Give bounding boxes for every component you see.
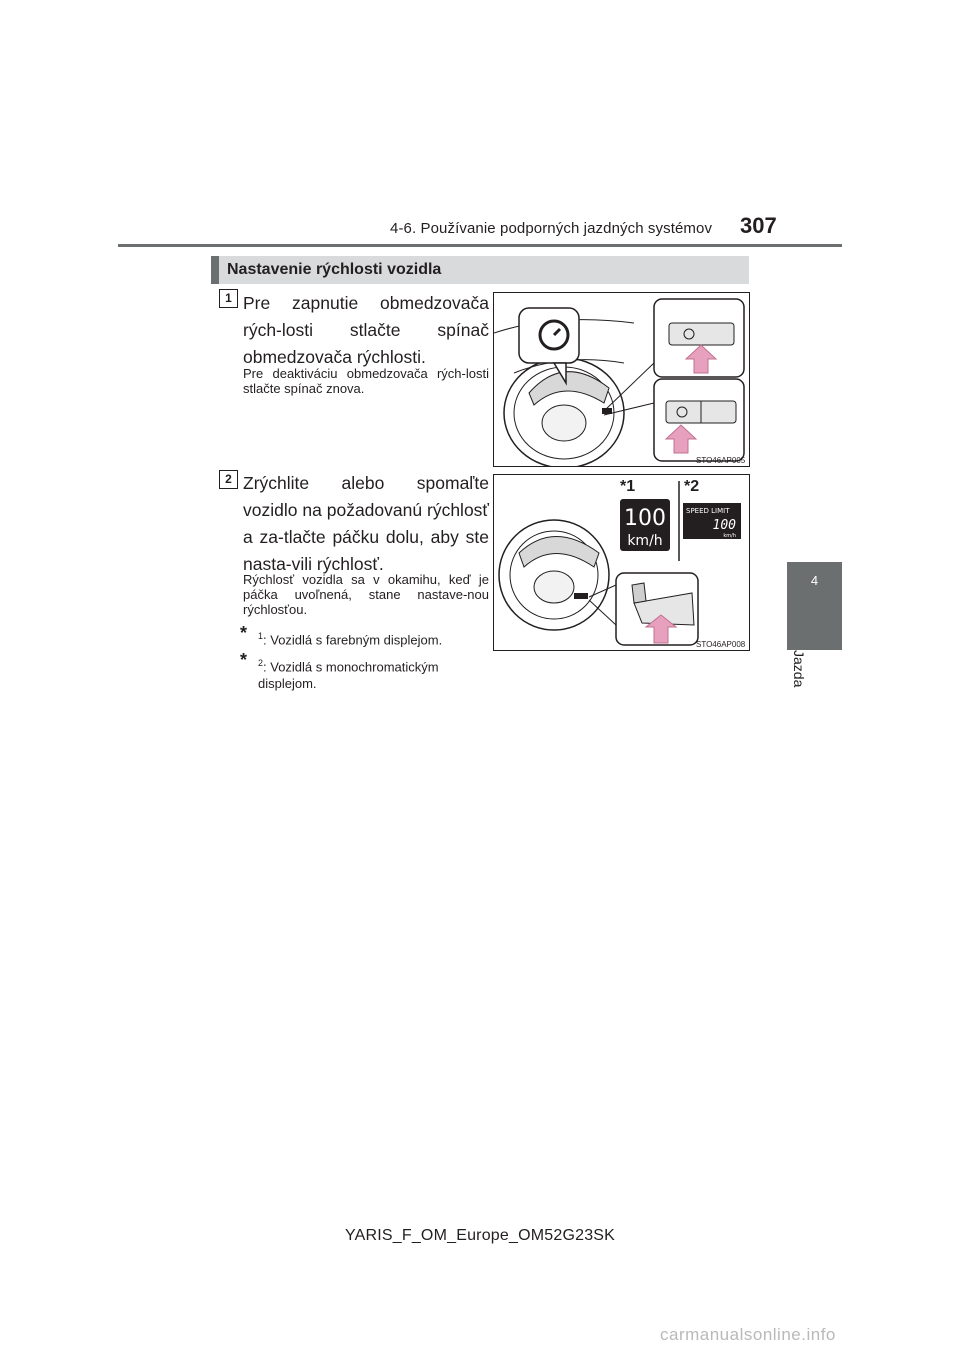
chapter-tab-number: 4: [810, 573, 819, 588]
chapter-title: 4-6. Používanie podporných jazdných systémov: [390, 220, 713, 237]
step-2-subtext: Rýchlosť vozidla sa v okamihu, keď je páčka uvoľnená, stane nastave-nou rýchlosťou.: [243, 572, 489, 617]
document-id: YARIS_F_OM_Europe_OM52G23SK: [344, 1227, 616, 1244]
limiter-switch-illustration: [494, 293, 749, 466]
section-heading-accent: [211, 256, 219, 284]
header-rule: [118, 244, 842, 247]
footnote-2-text: : Vozidlá s monochromatickým displejom.: [258, 659, 439, 692]
figure-1-code: STO46AP005: [696, 456, 746, 465]
display-color-marker: *1: [620, 478, 636, 495]
lever-set-illustration: [494, 475, 749, 650]
step-1-marker: 1: [219, 289, 238, 308]
chapter-tab-label: Jazda: [791, 650, 807, 688]
display-mono-marker: *2: [684, 478, 700, 495]
footnote-2-mark: *: [240, 650, 248, 670]
step-2-marker: 2: [219, 470, 238, 489]
footnote-1-text: : Vozidlá s farebným displejom.: [263, 632, 443, 648]
section-heading: [211, 256, 749, 284]
step-1-subtext: Pre deaktiváciu obmedzovača rých-losti stlačte spínač znova.: [243, 366, 489, 396]
section-heading-text: Nastavenie rýchlosti vozidla: [227, 261, 442, 278]
display-mono-label: SPEED LIMIT: [686, 507, 730, 515]
display-mono-unit: km/h: [723, 533, 736, 539]
figure-limiter-switch: [493, 292, 750, 467]
footnote-2-sup: 2: [258, 658, 264, 668]
watermark: carmanualsonline.info: [660, 1325, 836, 1344]
step-1-text: Pre zapnutie obmedzovača rých-losti stlačte spínač obmedzovača rýchlosti.: [243, 293, 489, 367]
step-2-text: Zrýchlite alebo spomaľte vozidlo na požadovanú rýchlosť a za-tlačte páčku dolu, aby ste nasta-vili rýchlosť.: [243, 473, 489, 574]
display-mono-value: 100: [712, 518, 736, 533]
footnote-1-sup: 1: [258, 631, 264, 641]
display-color-value: 100: [624, 506, 666, 531]
footnote-1: [240, 623, 488, 648]
page-number: 307: [740, 213, 777, 238]
display-color-unit: km/h: [627, 533, 663, 549]
footnote-1-mark: *: [240, 623, 248, 643]
figure-2-code: STO46AP008: [696, 640, 746, 649]
figure-lever-set: [493, 474, 750, 651]
footnote-2: [240, 650, 488, 692]
